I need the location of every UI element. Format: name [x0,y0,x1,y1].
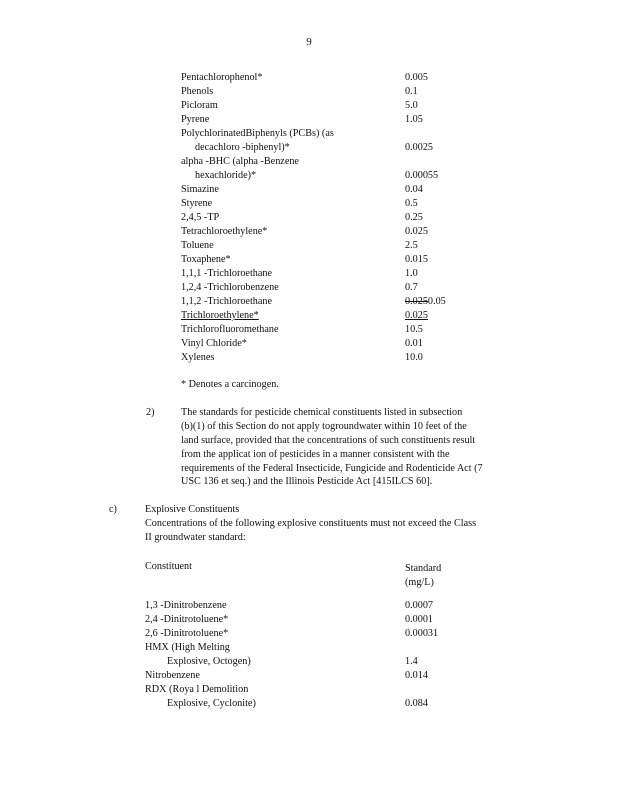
constituent-name: 2,6 -Dinitrotoluene* [145,628,229,639]
paragraph-line: The standards for pesticide chemical constituents listed in subsection [181,407,463,418]
constituent-name: Toxaphene* [181,254,231,265]
table-row [181,199,461,213]
table-row [181,129,461,157]
constituent-name: Pyrene [181,114,210,125]
item-number: 2) [146,407,155,418]
constituent-value: 2.5 [405,240,418,251]
constituent-value: 0.084 [405,698,428,709]
table-row [181,213,461,227]
constituent-name: Vinyl Chloride* [181,338,247,349]
table-row [145,601,475,615]
table-row [181,339,461,353]
table-row [181,353,461,367]
section-text-line: II groundwater standard: [145,532,246,543]
table-row [145,615,475,629]
table-row [181,73,461,87]
constituent-name-continued: decachloro -biphenyl)* [195,142,290,153]
constituent-value: 0.0025 [405,142,434,153]
constituent-value: 0.01 [405,338,423,349]
constituent-name: Nitrobenzene [145,670,200,681]
constituent-value: 0.025 [405,226,428,237]
constituent-name: 1,2,4 -Trichlorobenzene [181,282,279,293]
constituent-value: 0.014 [405,670,428,681]
constituent-name-continued: hexachloride)* [195,170,257,181]
table-row [145,643,475,671]
standard-units: (mg/L) [405,577,434,588]
constituent-name: PolychlorinatedBiphenyls (PCBs) (as [181,128,334,139]
constituent-value: 0.04 [405,184,423,195]
paragraph-line: USC 136 et seq.) and the Illinois Pesticide Act [415ILCS 60]. [181,476,433,488]
constituent-value: 0.005 [405,72,428,83]
constituent-value [405,297,446,307]
section-text [145,519,476,547]
constituent-name: Trichloroethylene* [181,310,259,321]
table-row [145,685,475,713]
constituent-name: HMX (High Melting [145,642,230,653]
column-header-standard [405,562,441,590]
section-title: Explosive Constituents [145,504,240,515]
table-row [181,115,461,129]
table-row [181,157,461,185]
constituent-name-continued: Explosive, Cyclonite) [167,698,256,709]
constituent-value: 10.5 [405,324,423,335]
constituent-value: 0.015 [405,254,428,265]
column-header-constituent: Constituent [145,561,192,572]
new-value: 0.05 [427,296,446,307]
constituent-name: 2,4,5 -TP [181,212,220,223]
constituent-value: 1.05 [405,114,423,125]
constituent-name: 1,3 -Dinitrobenzene [145,600,227,611]
table-row [181,227,461,241]
constituent-value: 0.0001 [405,614,434,625]
constituent-name: alpha -BHC (alpha -Benzene [181,156,299,167]
table-row [181,311,461,325]
paragraph-line: requirements of the Federal Insecticide, Fungicide and Rodenticide Act (7 [181,462,483,474]
paragraph-line: from the applicat ion of pesticides in a manner consistent with the [181,448,450,460]
constituent-value: 1.4 [405,656,418,667]
table-row [181,87,461,101]
item-2-paragraph [181,408,541,491]
constituent-name: Phenols [181,86,214,97]
struck-value: 0.025 [405,296,428,307]
constituent-name: Trichlorofluoromethane [181,324,279,335]
constituent-name: Simazine [181,184,219,195]
constituent-value: 0.5 [405,198,418,209]
page-number: 9 [306,36,312,48]
constituent-name: 1,1,1 -Trichloroethane [181,268,273,279]
constituent-value: 0.025 [405,310,428,321]
constituent-value: 0.00031 [405,628,439,639]
constituent-name: Xylenes [181,352,215,363]
constituent-value: 1.0 [405,268,418,279]
table-row [181,297,461,311]
constituent-name: 1,1,2 -Trichloroethane [181,296,273,307]
constituent-name: Toluene [181,240,214,251]
constituent-name: Picloram [181,100,218,111]
constituent-name-continued: Explosive, Octogen) [167,656,251,667]
constituent-name: Tetrachloroethylene* [181,226,268,237]
table-row [145,629,475,643]
constituent-name: Pentachlorophenol* [181,72,263,83]
table-row [181,255,461,269]
constituent-name: 2,4 -Dinitrotoluene* [145,614,229,625]
constituent-value: 0.7 [405,282,418,293]
paragraph-line: land surface, provided that the concentrations of such constituents result [181,434,476,446]
table-row [181,101,461,115]
table-row [181,325,461,339]
paragraph-line: (b)(1) of this Section do not apply togroundwater within 10 feet of the [181,420,467,432]
section-text-line: Concentrations of the following explosive constituents must not exceed the Class [145,518,477,529]
table-row [181,241,461,255]
constituent-value: 0.25 [405,212,423,223]
section-label: c) [109,504,117,515]
constituent-value: 5.0 [405,100,418,111]
constituent-value: 0.00055 [405,170,439,181]
table-row [181,283,461,297]
constituent-value: 10.0 [405,352,423,363]
constituent-name: RDX (Roya l Demolition [145,684,249,695]
table-row [181,269,461,283]
constituent-name: Styrene [181,198,213,209]
table-row [145,671,475,685]
standard-label: Standard [405,563,442,574]
constituent-value: 0.0007 [405,600,434,611]
carcinogen-note: * Denotes a carcinogen. [181,379,279,390]
constituent-value: 0.1 [405,86,418,97]
table-row [181,185,461,199]
